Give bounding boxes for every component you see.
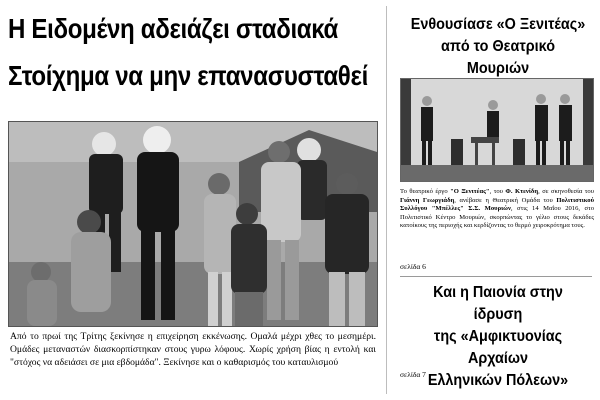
side-column [390, 0, 600, 400]
side-story1-text [400, 188, 594, 231]
side-story1-title [410, 14, 586, 80]
side-story1-title-line2: από το Θεατρικό Μουριών [440, 38, 556, 77]
main-photo-police-migrants [8, 121, 378, 327]
main-lead-paragraph: Από το πρωί της Τρίτης ξεκίνησε η επιχείρηση εκκένωσης. Ομαλά μέχρι χθες το μεσημέρι. Ομάδες μεταναστών διασκορπίστηκαν στους γυρω λόφους. Χωρίς χρήση βίας η εντολή και "στόχος να αδειάσει σε μια εβδομάδα". Ξεκίνησε και ο καθαρισμός του καταυλισμού [10, 331, 376, 368]
side-story1-text-part: , του [489, 188, 506, 195]
side-story1-text-part: , ανέβασε η Θεατρική Ομάδα του [454, 196, 557, 204]
main-headline-line1: Η Ειδομένη αδειάζει σταδιακά [8, 13, 339, 44]
story-separator [400, 276, 592, 277]
side-story2-page-ref[interactable]: σελίδα 7 [400, 370, 426, 379]
side-story1-text-part: , στις 14 Μαΐου 2016, στο Πολιτιστικό Κέντρο Μουριών, σκορπώντας το γέλιο στους δεκάδες κατοίκους της περιοχής και κερδίζοντας το θερμό χειροκρότημα τους. [400, 205, 594, 230]
side-story1-text-part: , σε σκηνοθεσία του [538, 188, 594, 195]
side-story2-title-line1: Και η Παιονία στην ίδρυση [433, 284, 563, 323]
side-story1-text-bold: Πολιτιστικού Συλλόγου "Μπέλλες" Σ.Σ. Μουριών [400, 196, 594, 213]
side-story2-title-line3: Ελληνικών Πόλεων» [427, 372, 569, 389]
main-headline-line2: Στοίχημα να μην επανασυσταθεί [8, 60, 368, 91]
column-divider [386, 6, 387, 394]
side-story1-text-bold: Γιάννη Γεωργιάδη [400, 196, 455, 204]
side-story1-text-bold: Φ. Κτενίδη [505, 188, 539, 195]
side-story2-title-line2: της «Αμφικτυονίας Αρχαίων [433, 328, 563, 367]
side-story1-page-ref[interactable]: σελίδα 6 [400, 262, 426, 271]
side-story1-text-part: Το θεατρικό έργο [400, 188, 451, 195]
side-story1-title-line1: Ενθουσίασε «Ο Ξενιτέας» [410, 16, 586, 33]
side-story1-text-bold: "Ο Ξενιτέας" [450, 188, 490, 195]
theatre-stage-photo [400, 78, 594, 182]
side-story2-title [410, 282, 586, 392]
